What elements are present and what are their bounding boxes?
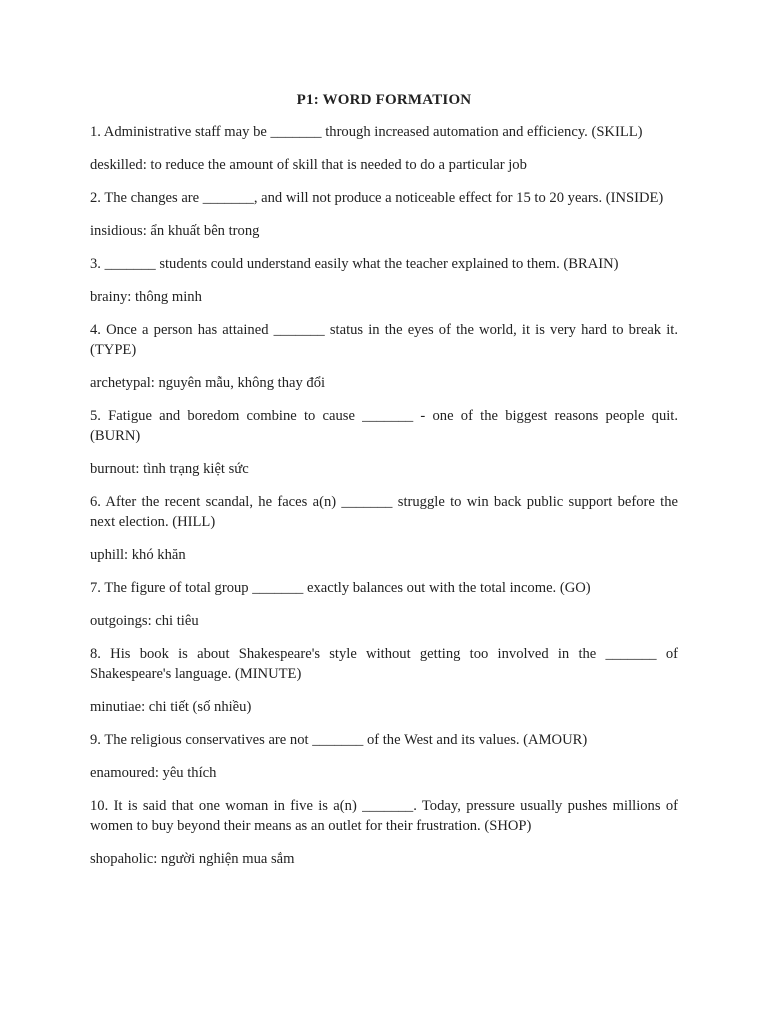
- exercise-item-4: [90, 320, 678, 393]
- answer-text: insidious: ẩn khuất bên trong: [90, 223, 260, 239]
- exercise-item-6: [90, 492, 678, 565]
- page-title: P1: WORD FORMATION: [296, 92, 472, 108]
- exercise-item-1: [90, 122, 678, 175]
- question-text: 9. The religious conservatives are not _______ of the West and its values. (AMOUR): [90, 732, 588, 748]
- question-text: 3. _______ students could understand easily what the teacher explained to them. (BRAIN): [90, 256, 619, 272]
- question-text: 6. After the recent scandal, he faces a(n) _______ struggle to win back public support before the next election. (HILL): [90, 494, 678, 530]
- exercise-item-7: [90, 578, 678, 631]
- exercise-item-9: [90, 730, 678, 783]
- answer-text: minutiae: chi tiết (số nhiều): [90, 699, 252, 715]
- answer-text: deskilled: to reduce the amount of skill that is needed to do a particular job: [90, 157, 527, 173]
- answer-text: burnout: tình trạng kiệt sức: [90, 461, 249, 477]
- question-text: 2. The changes are _______, and will not produce a noticeable effect for 15 to 20 years. (INSIDE): [90, 190, 664, 206]
- answer-text: archetypal: nguyên mẫu, không thay đổi: [90, 375, 326, 391]
- exercise-item-10: [90, 796, 678, 869]
- answer-text: outgoings: chi tiêu: [90, 613, 199, 629]
- exercise-item-8: [90, 644, 678, 717]
- answer-text: enamoured: yêu thích: [90, 765, 217, 781]
- question-text: 8. His book is about Shakespeare's style without getting too involved in the _______ of Shakespeare's language. (MINUTE): [90, 646, 678, 682]
- exercise-item-3: [90, 254, 678, 307]
- question-text: 4. Once a person has attained _______ status in the eyes of the world, it is very hard to break it. (TYPE): [90, 322, 678, 358]
- exercise-item-5: [90, 406, 678, 479]
- question-text: 1. Administrative staff may be _______ through increased automation and efficiency. (SKILL): [90, 124, 643, 140]
- answer-text: uphill: khó khăn: [90, 547, 186, 563]
- exercise-item-2: [90, 188, 678, 241]
- answer-text: brainy: thông minh: [90, 289, 202, 305]
- question-text: 7. The figure of total group _______ exactly balances out with the total income. (GO): [90, 580, 591, 596]
- question-text: 5. Fatigue and boredom combine to cause _______ - one of the biggest reasons people quit. (BURN): [90, 408, 678, 444]
- question-text: 10. It is said that one woman in five is a(n) _______. Today, pressure usually pushes millions of women to buy beyond their means as an outlet for their frustration. (SHOP): [90, 798, 678, 834]
- answer-text: shopaholic: người nghiện mua sắm: [90, 851, 295, 867]
